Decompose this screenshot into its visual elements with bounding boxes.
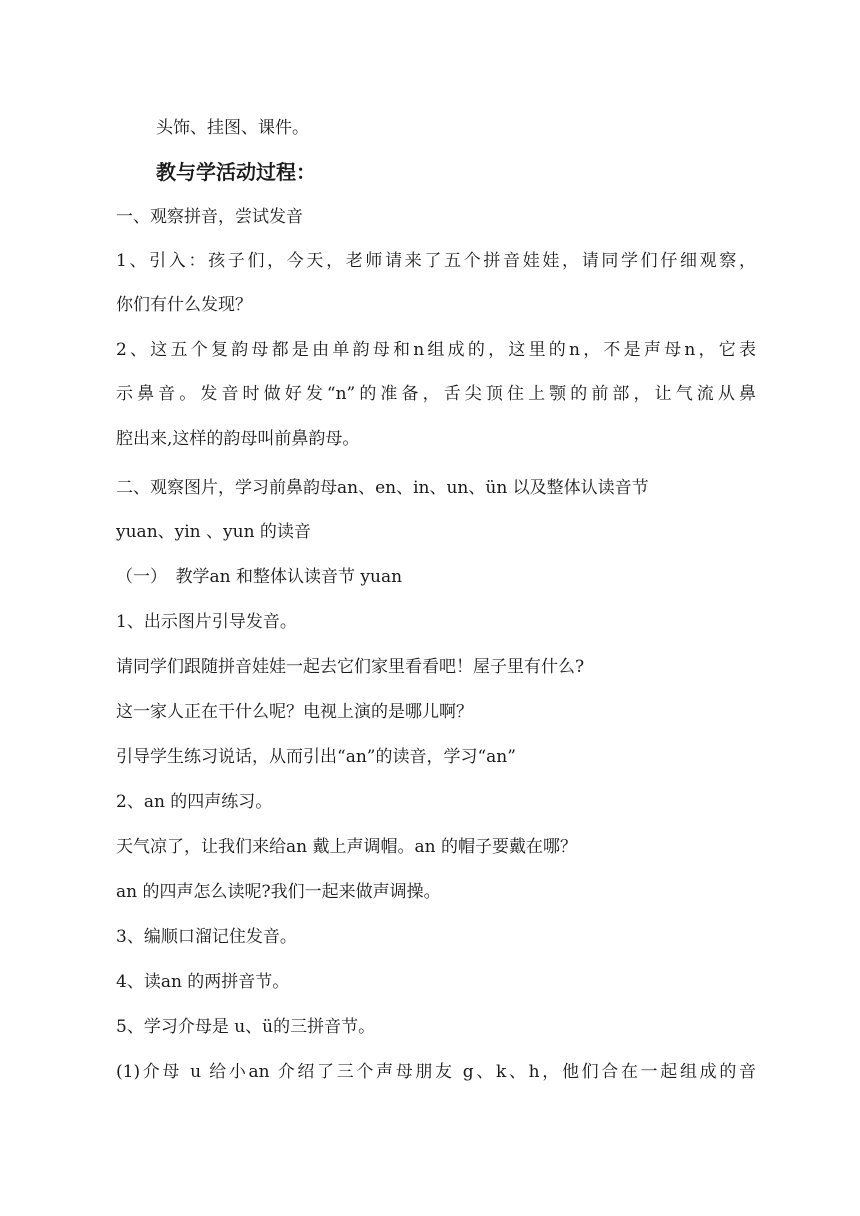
section-title-2: 二、观察图片，学习前鼻韵母an、en、in、un、ün 以及整体认读音节 (116, 478, 649, 498)
paragraph-line: 2、an 的四声练习。 (116, 792, 273, 812)
paragraph-line: (1)介母 u 给小an 介绍了三个声母朋友 g、k、h，他们合在一起组成的音 (116, 1062, 756, 1082)
paragraph-line: 腔出来,这样的韵母叫前鼻韵母。 (116, 429, 360, 449)
paragraph-line: 2、这五个复韵母都是由单韵母和n组成的，这里的n，不是声母n，它表 (116, 340, 756, 360)
paragraph-line: 1、出示图片引导发音。 (116, 612, 297, 632)
paragraph-line: 3、编顺口溜记住发音。 (116, 927, 297, 947)
paragraph-line: 请同学们跟随拼音娃娃一起去它们家里看看吧！屋子里有什么? (116, 657, 585, 677)
paragraph-line: 天气凉了，让我们来给an 戴上声调帽。an 的帽子要戴在哪？ (116, 837, 577, 857)
paragraph-line: 1、引入：孩子们，今天，老师请来了五个拼音娃娃，请同学们仔细观察， (116, 251, 756, 271)
paragraph-line: an 的四声怎么读呢?我们一起来做声调操。 (116, 882, 441, 902)
paragraph-line: 这一家人正在干什么呢？电视上演的是哪儿啊？ (116, 702, 473, 722)
materials-line: 头饰、挂图、课件。 (156, 118, 309, 138)
paragraph-line: 引导学生练习说话，从而引出“an”的读音，学习“an” (116, 747, 516, 767)
paragraph-line: 4、读an 的两拼音节。 (116, 972, 290, 992)
subsection-title: （一） 教学an 和整体认读音节 yuan (116, 567, 403, 587)
paragraph-line: 5、学习介母是 u、ü的三拼音节。 (116, 1017, 376, 1037)
paragraph-line: yuan、yin 、yun 的读音 (116, 522, 311, 542)
section-title-1: 一、观察拼音，尝试发音 (116, 207, 303, 227)
paragraph-line: 示鼻音。发音时做好发“n”的准备，舌尖顶住上颚的前部，让气流从鼻 (116, 384, 756, 404)
process-heading: 教与学活动过程： (156, 160, 316, 184)
paragraph-line: 你们有什么发现？ (116, 295, 252, 315)
